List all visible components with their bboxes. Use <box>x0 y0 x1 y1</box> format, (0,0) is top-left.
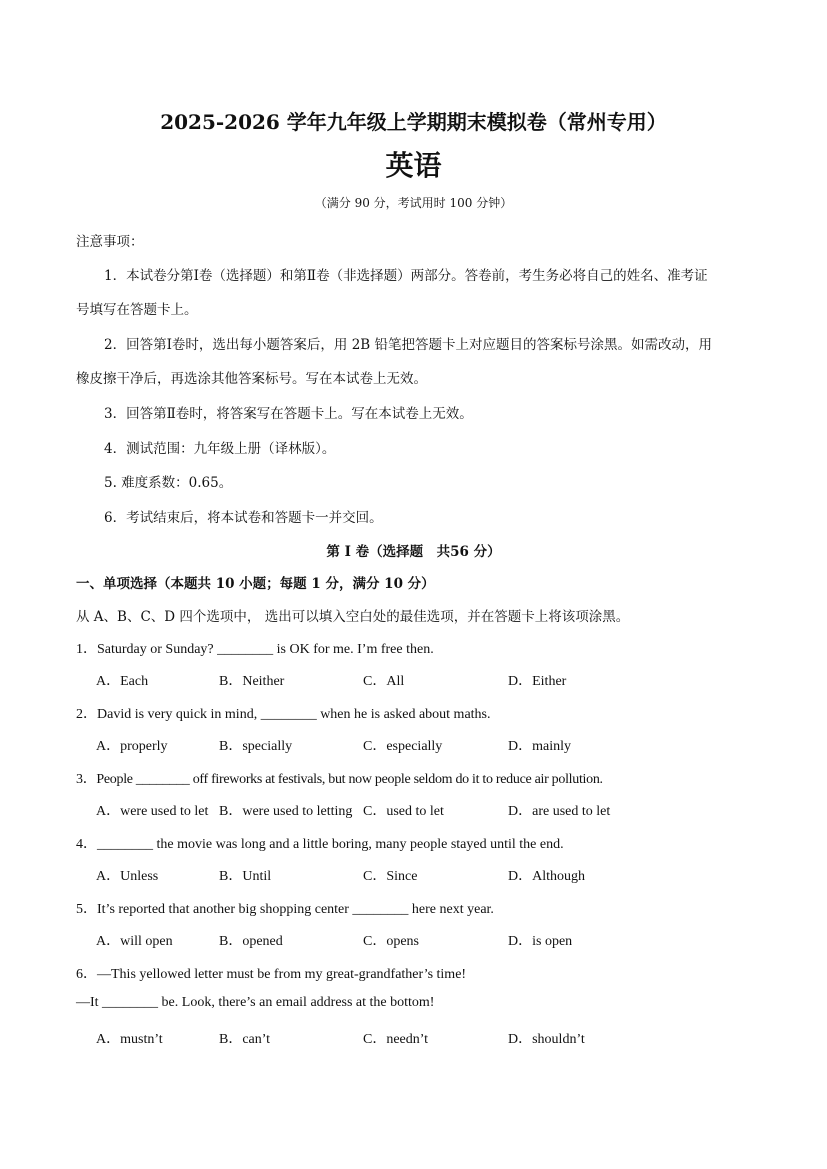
option-d: D．are used to let <box>508 804 611 819</box>
notice-line: 5. 难度系数：0.65。 <box>104 475 233 491</box>
option-c: C．especially <box>363 739 443 754</box>
option-a: A．Unless <box>96 869 159 884</box>
option-b: B．Neither <box>219 674 285 689</box>
question-stem: 5．It’s reported that another big shopping center ________ here next year. <box>76 902 494 917</box>
option-c: C．Since <box>363 869 418 884</box>
section-instruction: 从 A、B、C、D 四个选项中， 选出可以填入空白处的最佳选项，并在答题卡上将该项涂黑。 <box>76 609 630 625</box>
notice-line: 2．回答第Ⅰ卷时，选出每小题答案后，用 2B 铅笔把答题卡上对应题目的答案标号涂黑。如需改动，用 <box>104 337 713 353</box>
notice-line: 6．考试结束后，将本试卷和答题卡一并交回。 <box>104 510 383 526</box>
question-stem: 3．People ________ off fireworks at festivals, but now people seldom do it to reduce air pollution. <box>76 772 603 787</box>
notice-line: 1．本试卷分第Ⅰ卷（选择题）和第Ⅱ卷（非选择题）两部分。答卷前，考生务必将自己的姓名、准考证 <box>104 268 708 284</box>
option-b: B．specially <box>219 739 293 754</box>
option-b: B．Until <box>219 869 272 884</box>
notice-line: 橡皮擦干净后，再选涂其他答案标号。写在本试卷上无效。 <box>76 371 427 387</box>
option-c: C．opens <box>363 934 419 949</box>
subject-title: 英语 <box>385 149 442 182</box>
option-a: A．Each <box>96 674 149 689</box>
notice-line: 4．测试范围：九年级上册（译林版）。 <box>104 441 336 457</box>
option-a: A．will open <box>96 934 173 949</box>
option-d: D．mainly <box>508 739 571 754</box>
option-d: D．shouldn’t <box>508 1032 585 1047</box>
notice-line: 3．回答第Ⅱ卷时，将答案写在答题卡上。写在本试卷上无效。 <box>104 406 473 422</box>
question-stem: 6．—This yellowed letter must be from my great-grandfather’s time! <box>76 967 467 982</box>
notice-heading: 注意事项： <box>76 234 144 250</box>
option-d: D．Either <box>508 674 567 689</box>
question-stem: 2．David is very quick in mind, ________ when he is asked about maths. <box>76 707 491 722</box>
option-b: B．opened <box>219 934 283 949</box>
option-c: C．needn’t <box>363 1032 429 1047</box>
option-d: D．is open <box>508 934 573 949</box>
option-b: B．can’t <box>219 1032 271 1047</box>
option-b: B．were used to letting <box>219 804 353 819</box>
exam-title: 2025-2026 学年九年级上学期期末模拟卷（常州专用） <box>160 110 667 134</box>
question-stem-reply: —It ________ be. Look, there’s an email address at the bottom! <box>76 995 435 1010</box>
option-c: C．All <box>363 674 405 689</box>
option-a: A．properly <box>96 739 168 754</box>
question-stem: 1．Saturday or Sunday? ________ is OK for me. I’m free then. <box>76 642 434 657</box>
notice-line: 号填写在答题卡上。 <box>76 302 198 318</box>
option-d: D．Although <box>508 869 585 884</box>
option-c: C．used to let <box>363 804 444 819</box>
option-a: A．mustn’t <box>96 1032 163 1047</box>
part-title: 第 I 卷（选择题 共56 分） <box>326 544 501 560</box>
exam-note: （满分 90 分，考试用时 100 分钟） <box>314 196 513 210</box>
question-stem: 4．________ the movie was long and a little boring, many people stayed until the end. <box>76 837 564 852</box>
option-a: A．were used to let <box>96 804 209 819</box>
section-title: 一、单项选择（本题共 10 小题；每题 1 分，满分 10 分） <box>76 576 435 592</box>
